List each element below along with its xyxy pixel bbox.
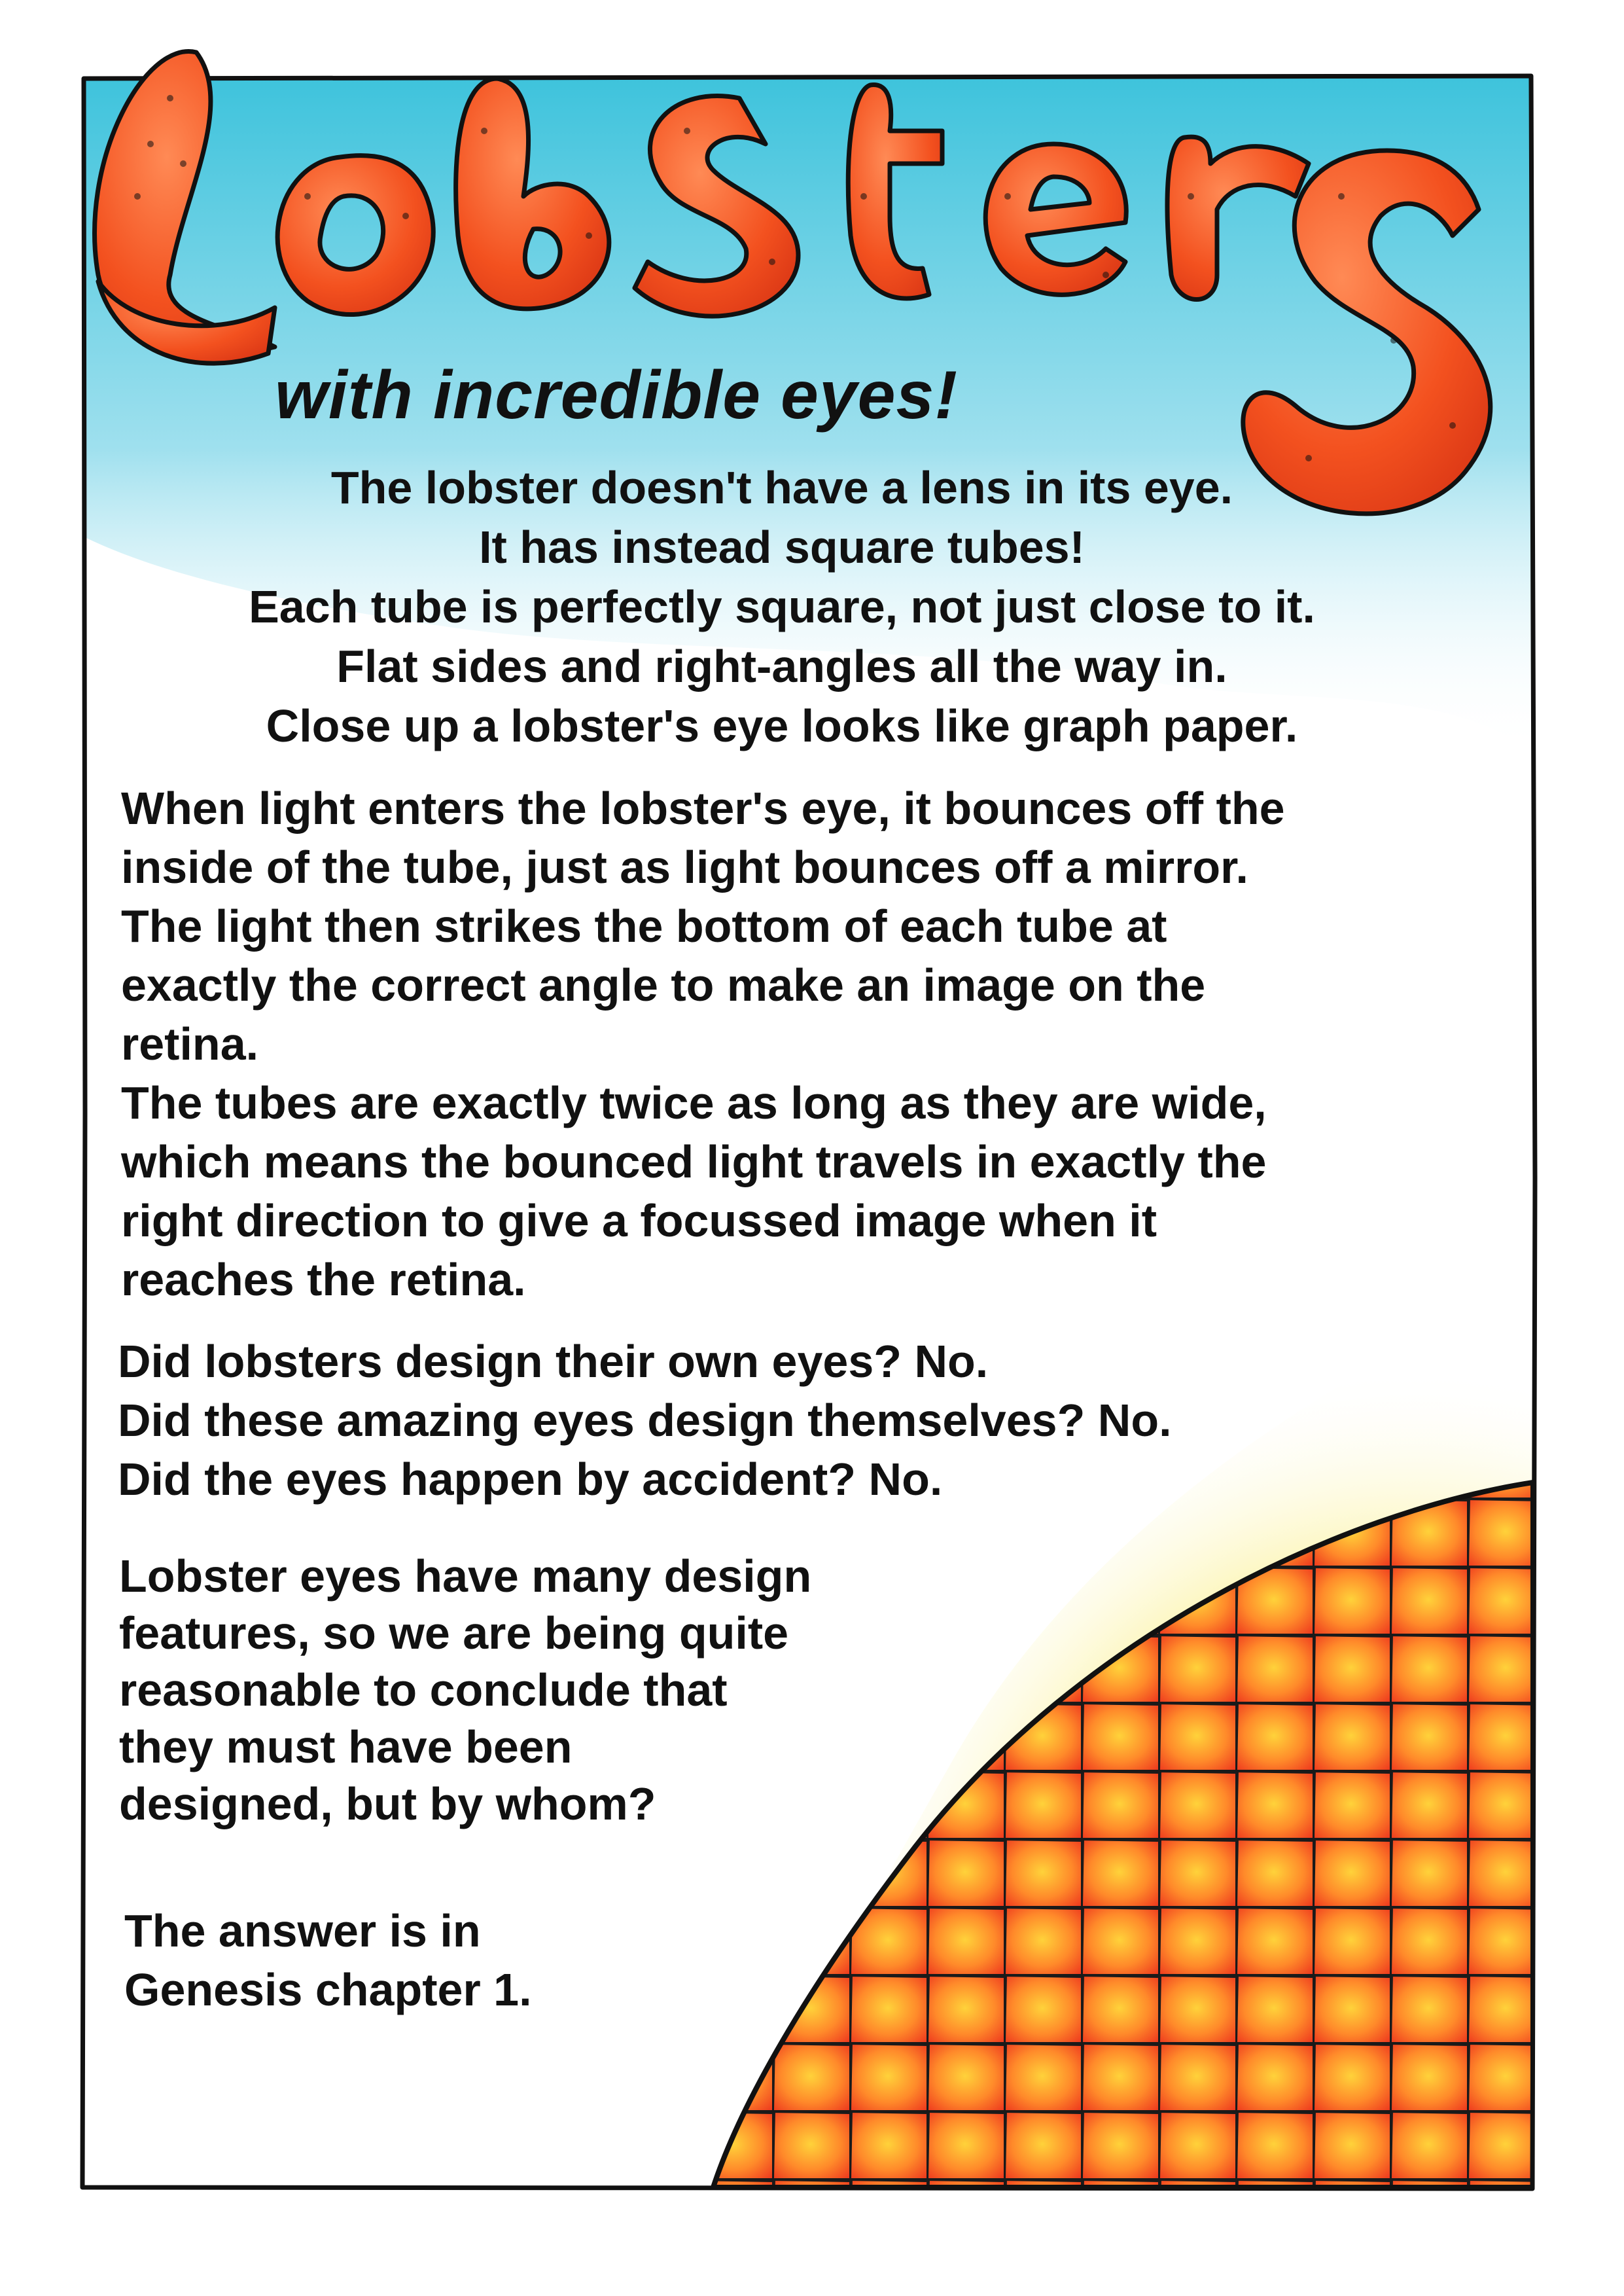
explanation-line: exactly the correct angle to make an image on the	[121, 960, 1206, 1011]
subtitle: with incredible eyes!	[275, 357, 958, 433]
answer-paragraph	[124, 1901, 713, 2019]
intro-line: The lobster doesn't have a lens in its eye.	[330, 462, 1233, 513]
explanation-line: retina.	[121, 1018, 259, 1069]
conclusion-line: features, so we are being quite	[119, 1607, 789, 1659]
questions-paragraph	[118, 1332, 1492, 1509]
intro-paragraph	[105, 458, 1459, 756]
explanation-line: When light enters the lobster's eye, it bounces off the	[121, 783, 1285, 834]
conclusion-line: they must have been	[119, 1721, 573, 1772]
intro-line: It has instead square tubes!	[479, 522, 1085, 573]
answer-line: Genesis chapter 1.	[124, 1964, 532, 2015]
question-line: Did these amazing eyes design themselves? No.	[118, 1395, 1172, 1446]
conclusion-paragraph	[119, 1548, 970, 1833]
explanation-paragraph	[121, 779, 1508, 1309]
conclusion-line: reasonable to conclude that	[119, 1664, 728, 1715]
explanation-line: reaches the retina.	[121, 1254, 526, 1305]
explanation-line: The tubes are exactly twice as long as they are wide,	[121, 1077, 1267, 1128]
answer-line: The answer is in	[124, 1905, 481, 1956]
explanation-line: The light then strikes the bottom of each tube at	[121, 901, 1167, 952]
question-line: Did lobsters design their own eyes? No.	[118, 1336, 989, 1387]
conclusion-line: designed, but by whom?	[119, 1778, 656, 1829]
explanation-line: right direction to give a focussed image when it	[121, 1195, 1157, 1246]
explanation-line: inside of the tube, just as light bounces off a mirror.	[121, 842, 1248, 893]
conclusion-line: Lobster eyes have many design	[119, 1551, 812, 1602]
explanation-line: which means the bounced light travels in exactly the	[121, 1136, 1267, 1187]
question-line: Did the eyes happen by accident? No.	[118, 1454, 943, 1505]
intro-line: Close up a lobster's eye looks like graph paper.	[266, 700, 1298, 751]
intro-line: Each tube is perfectly square, not just close to it.	[249, 581, 1315, 632]
intro-line: Flat sides and right-angles all the way in.	[336, 641, 1227, 692]
